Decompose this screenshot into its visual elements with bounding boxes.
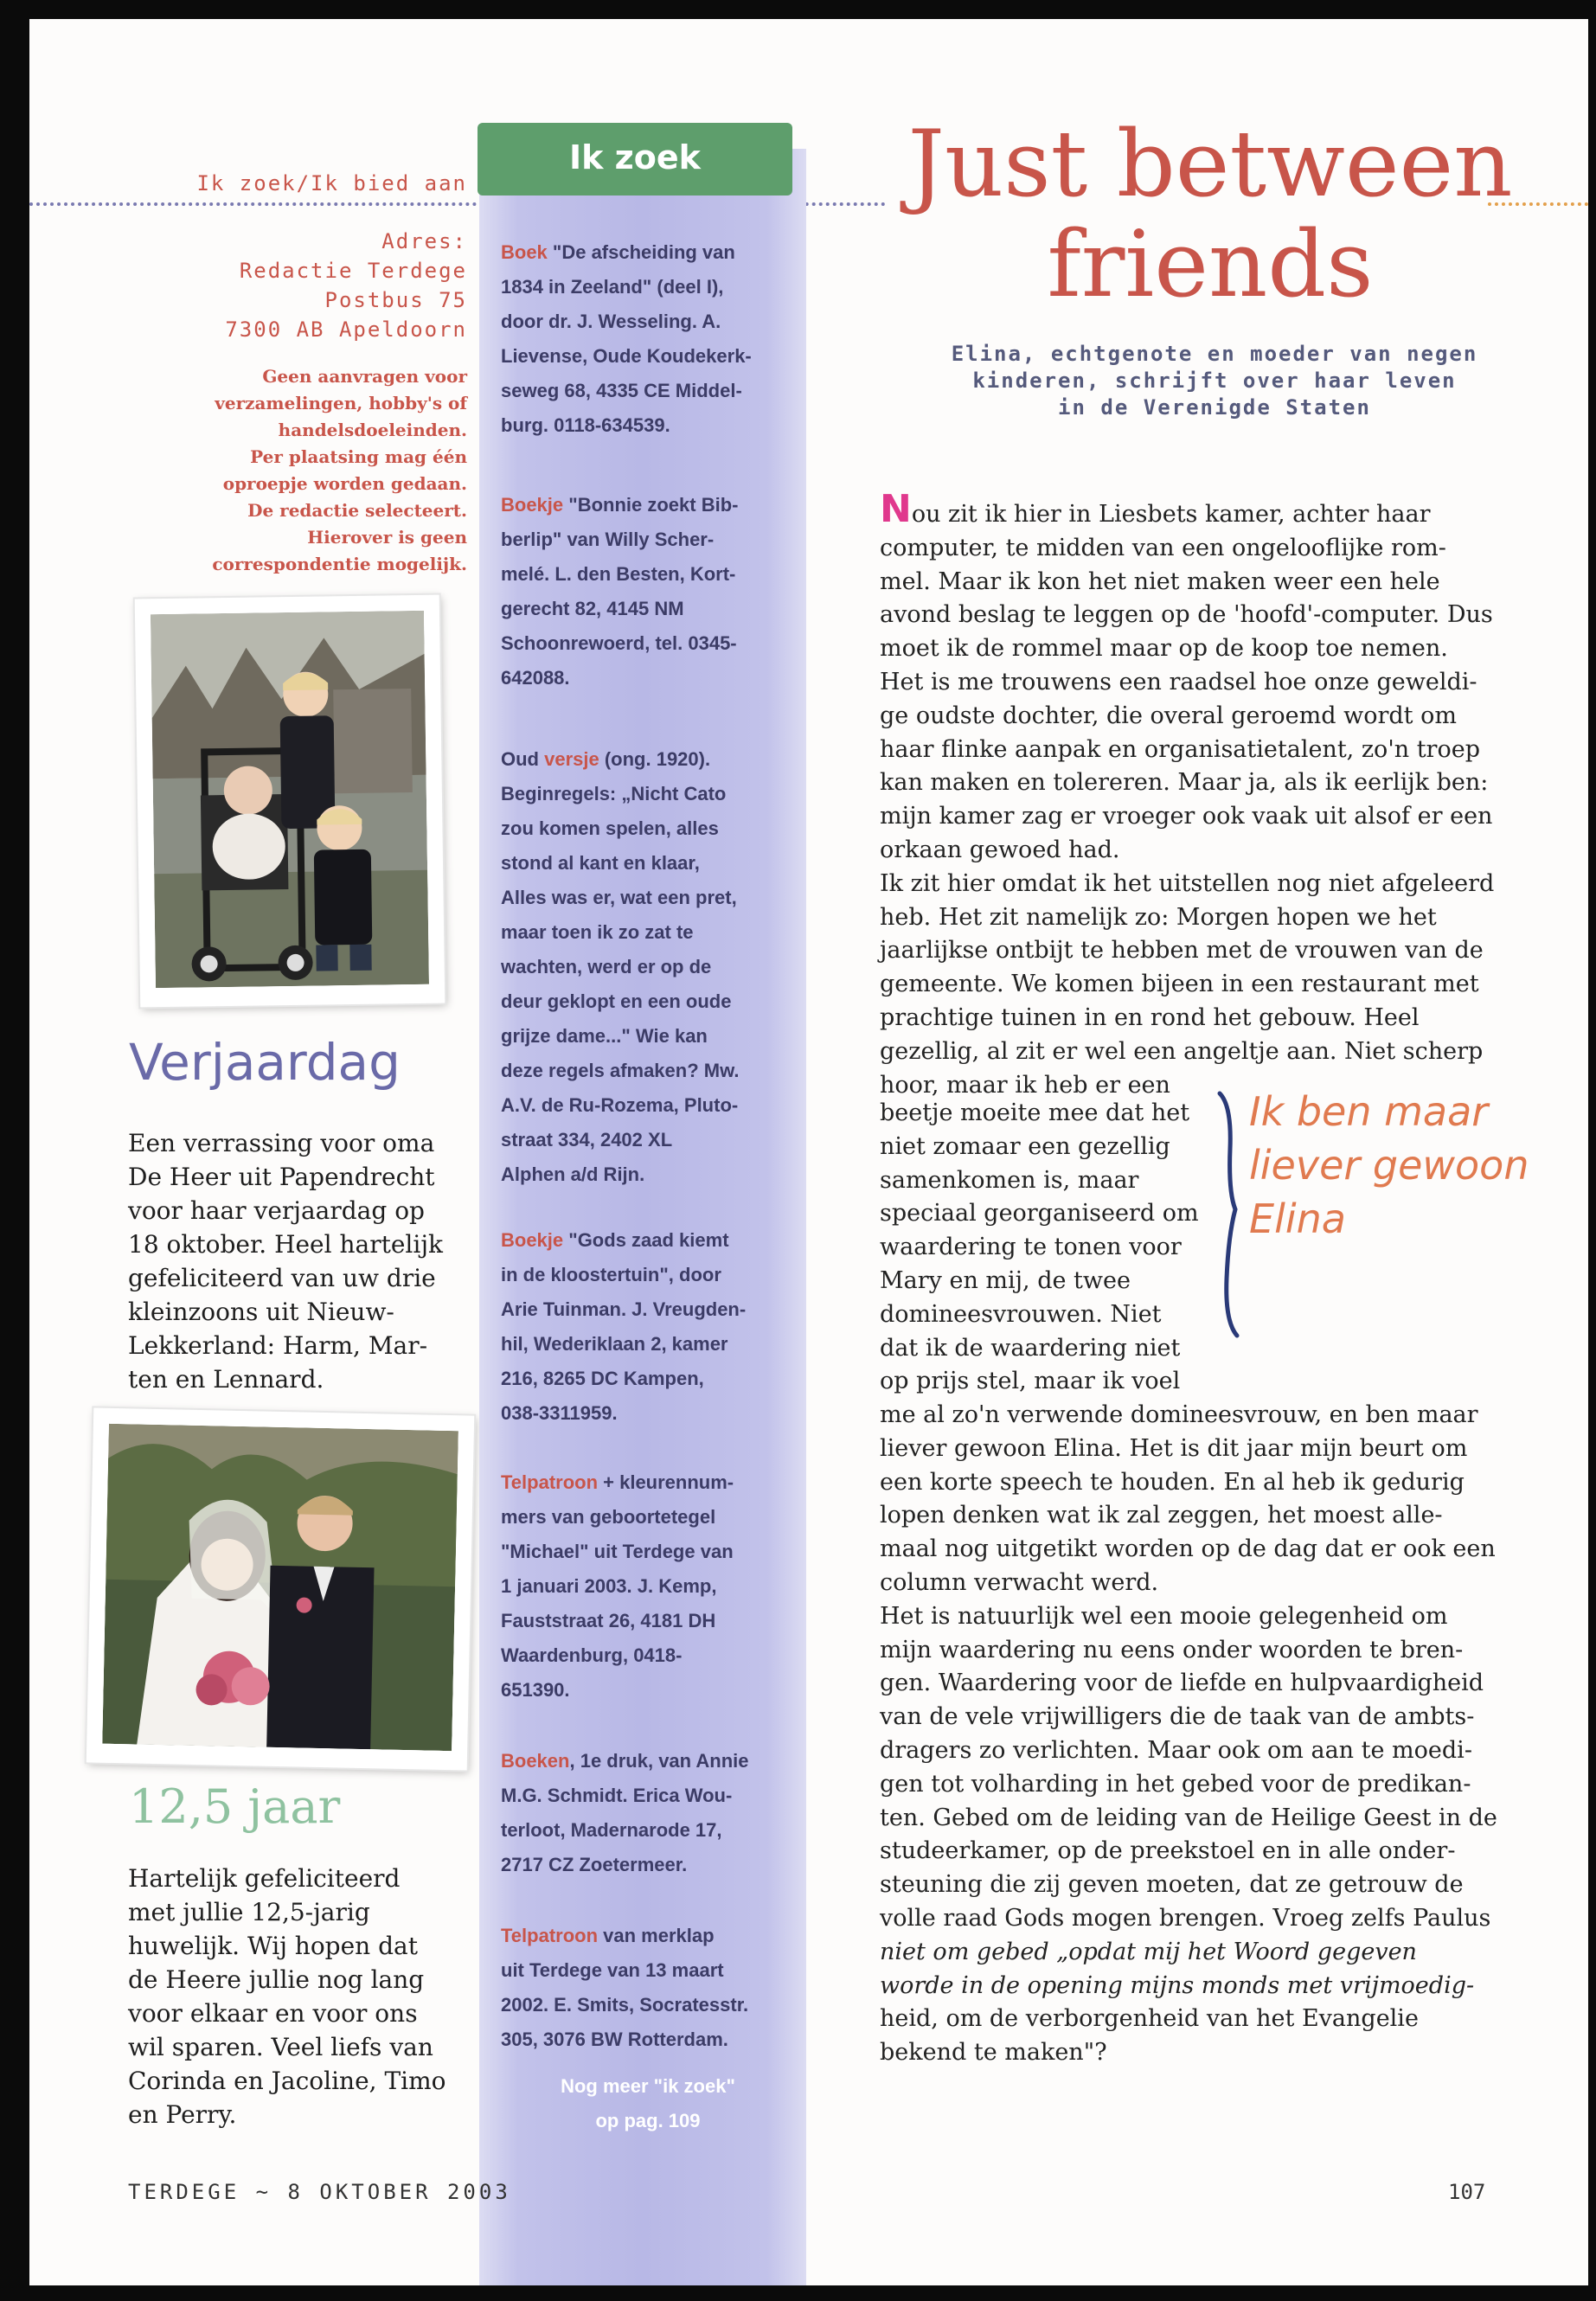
ad-keyword: Telpatroon: [501, 1471, 599, 1493]
anniversary-line: Hartelijk gefeliciteerd: [128, 1864, 401, 1893]
ad-line: "Gods zaad kiemt: [563, 1229, 729, 1251]
ad-keyword: Boeken: [501, 1750, 570, 1772]
ad-line: + kleurennum-: [598, 1471, 734, 1493]
notice-line: Per plaatsing mag één: [250, 446, 467, 467]
pullquote-line: Elina: [1249, 1195, 1346, 1242]
article-line: speciaal georganiseerd om: [880, 1200, 1199, 1227]
ad-line: 1834 in Zeeland" (deel I),: [501, 276, 724, 298]
ad-oud-versje: [501, 742, 795, 1192]
notice-line: oproepje worden gedaan.: [222, 473, 467, 494]
notice-line: Geen aanvragen voor: [262, 366, 467, 387]
article-line: moet ik de rommel maar op de koop toe nemen.: [880, 635, 1448, 663]
anniversary-line: Corinda en Jacoline, Timo: [128, 2067, 446, 2095]
ad-keyword: Boekje: [501, 494, 564, 516]
ad-line: seweg 68, 4335 CE Middel-: [501, 380, 742, 401]
ad-line: Alles was er, wat een pret,: [501, 887, 737, 908]
birthday-line: Lekkerland: Harm, Mar-: [128, 1331, 428, 1360]
article-line: heid, om de verborgenheid van het Evangelie: [880, 2005, 1419, 2033]
more-ik-zoek-note: [501, 2069, 795, 2138]
ad-line: Arie Tuinman. J. Vreugden-: [501, 1298, 747, 1320]
article-line: op prijs stel, maar ik voel: [880, 1368, 1181, 1395]
ad-line: 2002. E. Smits, Socratesstr.: [501, 1994, 749, 2016]
more-line: op pag. 109: [595, 2110, 701, 2131]
article-line: ge oudste dochter, die overal geroemd wordt om: [880, 702, 1457, 729]
article-line: samenkomen is, maar: [880, 1166, 1139, 1194]
article-body-narrow: [880, 1097, 1243, 1399]
notice-text: [133, 363, 467, 578]
notice-line: De redactie selecteert.: [247, 500, 467, 521]
ad-line: M.G. Schmidt. Erica Wou-: [501, 1785, 733, 1806]
ad-line: Beginregels: „Nicht Cato: [501, 783, 727, 804]
anniversary-text: [128, 1862, 474, 2131]
ad-line: 038-3311959.: [501, 1402, 618, 1424]
ad-line: stond al kant en klaar,: [501, 852, 700, 874]
ad-telpatroon-michael: [501, 1465, 795, 1708]
article-subtitle: [894, 341, 1535, 421]
ad-line: terloot, Madernarode 17,: [501, 1819, 722, 1841]
ad-boekje-gods-zaad: [501, 1223, 795, 1431]
article-line: Mary en mij, de twee: [880, 1266, 1131, 1294]
article-line: avond beslag te leggen op de 'hoofd'-computer. Dus: [880, 601, 1493, 629]
article-line: computer, te midden van een ongelooflijke rom-: [880, 534, 1446, 561]
article-line: Het is me trouwens een raadsel hoe onze geweldi-: [880, 668, 1477, 695]
title-line: friends: [1047, 211, 1374, 317]
ad-line: Oud versje (ong. 1920).: [501, 748, 711, 770]
ad-line: hil, Wederiklaan 2, kamer: [501, 1333, 728, 1355]
birthday-line: ten en Lennard.: [128, 1365, 324, 1394]
ad-boekje-bonnie: [501, 488, 795, 695]
subtitle-line: in de Verenigde Staten: [1058, 395, 1371, 420]
pullquote-line: liever gewoon: [1249, 1142, 1529, 1189]
ad-line: 2717 CZ Zoetermeer.: [501, 1854, 688, 1875]
subtitle-line: Elina, echtgenote en moeder van negen: [951, 342, 1478, 366]
address-line: 7300 AB Apeldoorn: [225, 317, 467, 342]
pullquote: [1249, 1085, 1535, 1246]
ad-line: "De afscheiding van: [547, 241, 735, 263]
anniversary-line: huwelijk. Wij hopen dat: [128, 1932, 418, 1960]
notice-line: handelsdoeleinden.: [278, 420, 467, 440]
ad-line: gerecht 82, 4145 NM: [501, 598, 684, 619]
ad-line: zou komen spelen, alles: [501, 817, 719, 839]
subtitle-line: kinderen, schrijft over haar leven: [972, 369, 1457, 393]
article-line: beetje moeite mee dat het: [880, 1099, 1190, 1126]
ad-line: Alphen a/d Rijn.: [501, 1163, 645, 1185]
article-line: domineesvrouwen. Niet: [880, 1300, 1162, 1328]
pullquote-brace: [1213, 1088, 1244, 1339]
ad-line: "Michael" uit Terdege van: [501, 1541, 734, 1562]
birthday-line: De Heer uit Papendrecht: [128, 1163, 435, 1191]
page-number: 107: [1448, 2180, 1486, 2204]
title-line: Just between: [907, 111, 1513, 217]
article-line: hoor, maar ik heb er een: [880, 1071, 1170, 1099]
more-line: Nog meer "ik zoek": [561, 2075, 735, 2097]
article-line: gen tot volharding in het gebed voor de predikan-: [880, 1770, 1471, 1798]
article-line: bekend te maken"?: [880, 2039, 1107, 2067]
pullquote-line: Ik ben maar: [1249, 1088, 1489, 1135]
anniversary-heading: 12,5 jaar: [129, 1779, 341, 1834]
article-line: waardering te tonen voor: [880, 1234, 1182, 1261]
article-line: lopen denken wat ik zal zeggen, het moest alle-: [880, 1502, 1443, 1529]
ad-line: , 1e druk, van Annie: [569, 1750, 749, 1772]
ad-line: grijze dame..." Wie kan: [501, 1025, 708, 1047]
ad-line: deur geklopt en een oude: [501, 990, 732, 1012]
address-line: Adres:: [381, 229, 467, 253]
address-line: Postbus 75: [324, 288, 467, 312]
anniversary-line: en Perry.: [128, 2100, 237, 2129]
article-line: haar flinke aanpak en organisatietalent, zo'n troep: [880, 735, 1480, 763]
ik-zoek-tab: Ik zoek: [478, 123, 792, 195]
anniversary-line: met jullie 12,5-jarig: [128, 1898, 370, 1926]
ad-boek-afscheiding: [501, 235, 795, 443]
ad-line: straat 334, 2402 XL: [501, 1129, 673, 1150]
ad-line: "Bonnie zoekt Bib-: [563, 494, 739, 516]
article-line: mijn kamer zag er vroeger ook vaak uit alsof er een: [880, 803, 1493, 830]
article-line: een korte speech te houden. En al heb ik gedurig: [880, 1468, 1465, 1496]
birthday-line: gefeliciteerd van uw drie: [128, 1264, 436, 1292]
article-line: volle raad Gods mogen brengen. Vroeg zelfs Paulus: [880, 1904, 1491, 1932]
ad-line: mers van geboortetegel: [501, 1506, 716, 1528]
article-line: ou zit ik hier in Liesbets kamer, achter haar: [911, 501, 1431, 528]
address-line: Redactie Terdege: [239, 259, 467, 283]
wedding-image: [102, 1424, 458, 1751]
ad-line: Schoonrewoerd, tel. 0345-: [501, 632, 737, 654]
birthday-line: 18 oktober. Heel hartelijk: [128, 1230, 443, 1259]
ad-line: van merklap: [598, 1925, 715, 1946]
footer-issue: TERDEGE ~ 8 OKTOBER 2003: [128, 2180, 511, 2204]
birthday-line: voor haar verjaardag op: [128, 1196, 425, 1225]
article-line: dat ik de waardering niet: [880, 1334, 1181, 1362]
article-line: steuning die zij geven moeten, dat ze getrouw de: [880, 1871, 1464, 1899]
ad-line: A.V. de Ru-Rozema, Pluto-: [501, 1094, 739, 1116]
notice-line: verzamelingen, hobby's of: [215, 393, 467, 413]
article-line: van de vele vrijwilligers die de taak van de ambts-: [880, 1703, 1475, 1731]
ad-line: uit Terdege van 13 maart: [501, 1959, 724, 1981]
article-line: niet zomaar een gezellig: [880, 1132, 1170, 1160]
ad-boeken-schmidt: [501, 1744, 795, 1882]
birthday-text: [128, 1126, 457, 1396]
anniversary-line: voor elkaar en voor ons: [128, 1999, 418, 2028]
article-line: kan maken en tolereren. Maar ja, als ik eerlijk ben:: [880, 769, 1489, 797]
ad-keyword: Boek: [501, 241, 548, 263]
article-line: mel. Maar ik kon het niet maken weer een hele: [880, 567, 1440, 595]
ad-line: maar toen ik zo zat te: [501, 921, 694, 943]
ad-line: 216, 8265 DC Kampen,: [501, 1368, 704, 1389]
ad-line: burg. 0118-634539.: [501, 414, 670, 436]
drop-cap: N: [880, 487, 912, 531]
article-body-top: [880, 487, 1537, 1102]
ad-line: 1 januari 2003. J. Kemp,: [501, 1575, 717, 1597]
grandchildren-image: [151, 611, 429, 988]
article-line: maal nog uitgetikt worden op de dag dat er ook een: [880, 1535, 1496, 1563]
article-line: jaarlijkse ontbijt te hebben met de vrouwen van de: [880, 937, 1484, 965]
birthday-line: Een verrassing voor oma: [128, 1129, 435, 1157]
article-line: mijn waardering nu eens onder woorden te bren-: [880, 1636, 1464, 1663]
article-line: column verwacht werd.: [880, 1568, 1159, 1596]
article-line: ten. Gebed om de leiding van de Heilige Geest in de: [880, 1804, 1497, 1831]
ad-line: wachten, werd er op de: [501, 956, 712, 977]
ad-line: Waardenburg, 0418-: [501, 1644, 683, 1666]
article-line: worde in de opening mijns monds met vrijmoedig-: [880, 1971, 1475, 1999]
magazine-page: [29, 19, 1588, 2285]
ad-keyword: Boekje: [501, 1229, 564, 1251]
ad-line: Lievense, Oude Koudekerk-: [501, 345, 752, 367]
ad-line: melé. L. den Besten, Kort-: [501, 563, 736, 585]
article-line: niet om gebed „opdat mij het Woord gegeven: [880, 1938, 1417, 1965]
birthday-line: kleinzoons uit Nieuw-: [128, 1298, 394, 1326]
article-line: Het is natuurlijk wel een mooie gelegenheid om: [880, 1602, 1448, 1630]
photo-wedding-couple: [87, 1407, 474, 1770]
ad-keyword: Telpatroon: [501, 1925, 599, 1946]
ad-line: berlip" van Willy Scher-: [501, 529, 715, 550]
notice-line: correspondentie mogelijk.: [212, 554, 467, 574]
article-line: studeerkamer, op de preekstoel en in alle onder-: [880, 1837, 1456, 1865]
article-line: heb. Het zit namelijk zo: Morgen hopen we het: [880, 903, 1437, 931]
article-line: orkaan gewoed had.: [880, 836, 1120, 863]
ad-line: 642088.: [501, 667, 570, 689]
notice-line: Hierover is geen: [307, 527, 467, 548]
article-body-bottom: [880, 1399, 1537, 2070]
ad-telpatroon-merklap: [501, 1919, 795, 2057]
anniversary-line: wil sparen. Veel liefs van: [128, 2033, 433, 2061]
birthday-heading: Verjaardag: [129, 1033, 401, 1092]
ad-line: 305, 3076 BW Rotterdam.: [501, 2029, 728, 2050]
article-line: me al zo'n verwende domineesvrouw, en ben maar: [880, 1401, 1478, 1428]
article-line: gemeente. We komen bijeen in een restaurant met: [880, 971, 1479, 998]
article-line: Ik zit hier omdat ik het uitstellen nog niet afgeleerd: [880, 869, 1495, 897]
article-line: dragers zo verlichten. Maar ook om aan te moedi-: [880, 1736, 1472, 1764]
section-label: Ik zoek/Ik bied aan: [196, 171, 467, 195]
address-block: [116, 227, 467, 344]
anniversary-line: de Heere jullie nog lang: [128, 1965, 425, 1994]
ad-line: 651390.: [501, 1679, 570, 1701]
photo-grandchildren: [135, 595, 445, 1008]
article-title: [881, 111, 1539, 317]
ad-line: door dr. J. Wesseling. A.: [501, 311, 721, 332]
ad-line: Fauststraat 26, 4181 DH: [501, 1610, 716, 1631]
article-line: liever gewoon Elina. Het is dit jaar mijn beurt om: [880, 1434, 1468, 1462]
article-line: prachtige tuinen in en rond het gebouw. Heel: [880, 1003, 1420, 1031]
article-line: gen. Waardering voor de liefde en hulpvaardigheid: [880, 1670, 1484, 1697]
ad-line: in de kloostertuin", door: [501, 1264, 721, 1285]
article-line: gezellig, al zit er wel een angeltje aan. Niet scherp: [880, 1037, 1484, 1065]
ad-line: deze regels afmaken? Mw.: [501, 1060, 740, 1081]
